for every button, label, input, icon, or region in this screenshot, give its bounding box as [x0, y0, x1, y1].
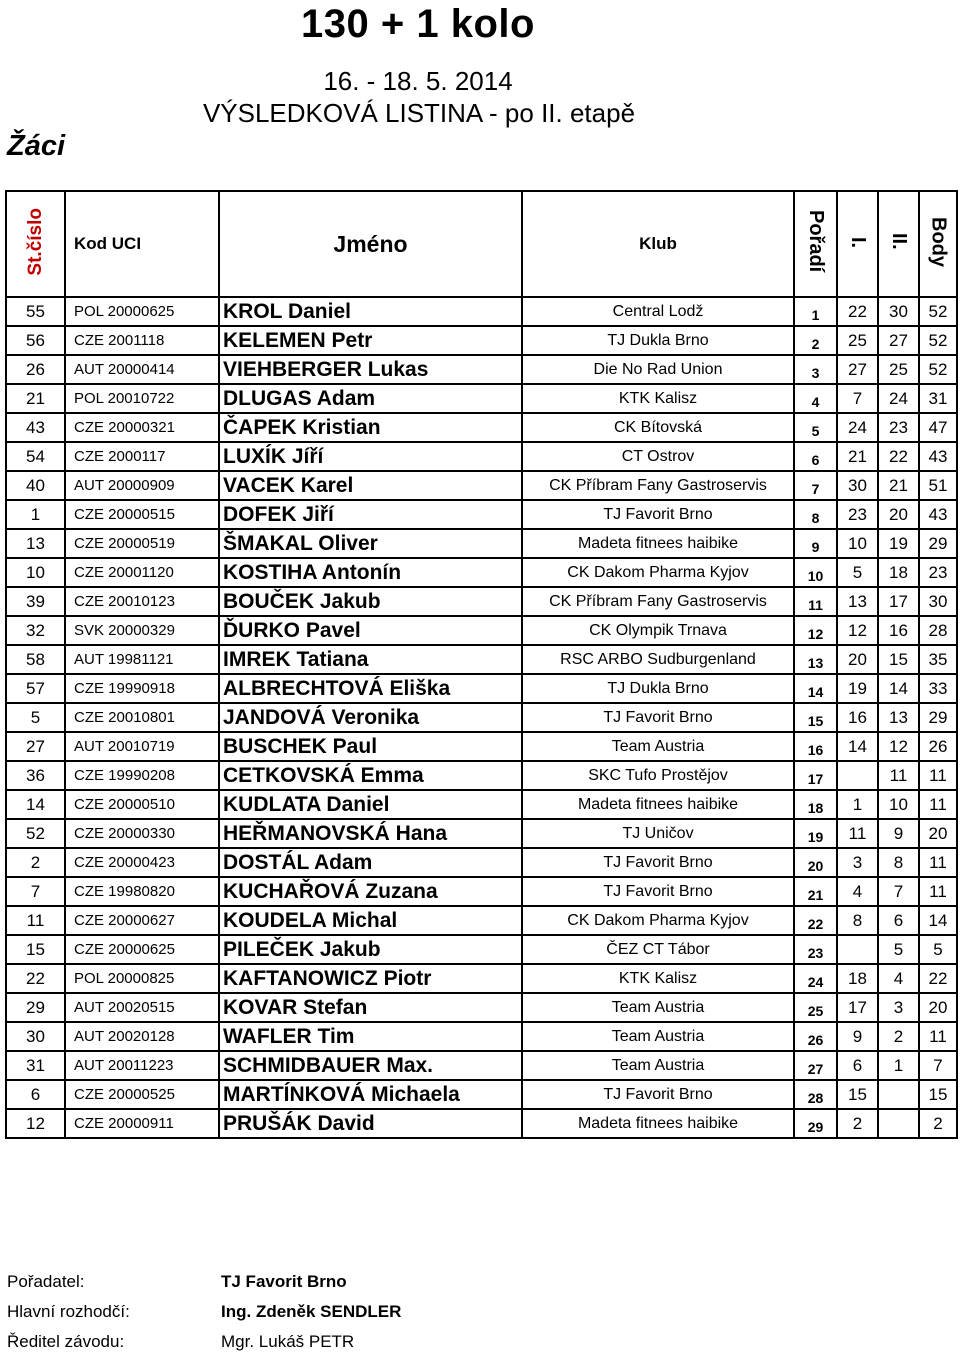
column-header-number-text: St.číslo: [24, 207, 46, 276]
rider-number: 40: [6, 471, 65, 500]
stage1-points: [837, 935, 878, 964]
stage1-points: 12: [837, 616, 878, 645]
rider-number: 29: [6, 993, 65, 1022]
total-points: 14: [919, 906, 957, 935]
rider-number: 12: [6, 1109, 65, 1138]
stage1-points: [837, 761, 878, 790]
rider-club: Central Lodž: [522, 297, 794, 326]
rider-club: KTK Kalisz: [522, 384, 794, 413]
total-points: 11: [919, 848, 957, 877]
rider-rank: 11: [794, 587, 837, 616]
event-date: [0, 66, 960, 97]
table-row: [6, 935, 957, 964]
rider-rank: 25: [794, 993, 837, 1022]
results-table: [5, 190, 958, 1139]
rider-name: BUSCHEK Paul: [219, 732, 522, 761]
total-points: 28: [919, 616, 957, 645]
table-row: [6, 326, 957, 355]
stage2-points: 12: [878, 732, 919, 761]
total-points: 51: [919, 471, 957, 500]
stage2-points: 25: [878, 355, 919, 384]
stage2-points: 9: [878, 819, 919, 848]
rider-name: PILEČEK Jakub: [219, 935, 522, 964]
rider-uci: POL 20000625: [65, 297, 219, 326]
rider-number: 30: [6, 1022, 65, 1051]
rider-club: CK Dakom Pharma Kyjov: [522, 906, 794, 935]
rider-club: Madeta fitnees haibike: [522, 529, 794, 558]
rider-uci: AUT 20020515: [65, 993, 219, 1022]
stage2-points: 13: [878, 703, 919, 732]
table-row: [6, 906, 957, 935]
stage2-points: 5: [878, 935, 919, 964]
rider-name: PRUŠÁK David: [219, 1109, 522, 1138]
table-row: [6, 703, 957, 732]
rider-club: CK Dakom Pharma Kyjov: [522, 558, 794, 587]
rider-name: KAFTANOWICZ Piotr: [219, 964, 522, 993]
rider-number: 57: [6, 674, 65, 703]
table-row: [6, 761, 957, 790]
stage1-points: 23: [837, 500, 878, 529]
column-header-number: [6, 191, 65, 297]
stage1-points: 17: [837, 993, 878, 1022]
director-row: [7, 1332, 401, 1362]
stage2-points: 6: [878, 906, 919, 935]
stage2-points: 30: [878, 297, 919, 326]
rider-uci: CZE 20010123: [65, 587, 219, 616]
rider-uci: CZE 20000625: [65, 935, 219, 964]
stage1-points: 2: [837, 1109, 878, 1138]
rider-name: KUCHAŘOVÁ Zuzana: [219, 877, 522, 906]
rider-uci: CZE 20000423: [65, 848, 219, 877]
total-points: 35: [919, 645, 957, 674]
stage1-points: 27: [837, 355, 878, 384]
rider-club: TJ Favorit Brno: [522, 848, 794, 877]
stage2-points: 1: [878, 1051, 919, 1080]
table-row: [6, 848, 957, 877]
column-header-points-text: Body: [927, 216, 950, 267]
rider-rank: 14: [794, 674, 837, 703]
column-header-points: [919, 191, 957, 297]
rider-club: Team Austria: [522, 732, 794, 761]
table-row: [6, 993, 957, 1022]
table-row: [6, 442, 957, 471]
table-row: [6, 413, 957, 442]
rider-rank: 9: [794, 529, 837, 558]
stage1-points: 13: [837, 587, 878, 616]
stage2-points: 22: [878, 442, 919, 471]
rider-number: 22: [6, 964, 65, 993]
rider-name: KELEMEN Petr: [219, 326, 522, 355]
total-points: 11: [919, 1022, 957, 1051]
table-row: [6, 819, 957, 848]
stage2-points: 24: [878, 384, 919, 413]
stage1-points: 15: [837, 1080, 878, 1109]
rider-name: ĎURKO Pavel: [219, 616, 522, 645]
table-header: [6, 191, 957, 297]
table-row: [6, 355, 957, 384]
stage1-points: 18: [837, 964, 878, 993]
stage2-points: 8: [878, 848, 919, 877]
stage1-points: 22: [837, 297, 878, 326]
table-row: [6, 616, 957, 645]
rider-rank: 13: [794, 645, 837, 674]
table-row: [6, 1022, 957, 1051]
rider-rank: 3: [794, 355, 837, 384]
rider-uci: CZE 20000525: [65, 1080, 219, 1109]
total-points: 52: [919, 326, 957, 355]
rider-club: RSC ARBO Sudburgenland: [522, 645, 794, 674]
rider-uci: CZE 19980820: [65, 877, 219, 906]
total-points: 26: [919, 732, 957, 761]
rider-number: 1: [6, 500, 65, 529]
rider-number: 7: [6, 877, 65, 906]
stage1-points: 5: [837, 558, 878, 587]
stage1-points: 21: [837, 442, 878, 471]
rider-rank: 4: [794, 384, 837, 413]
rider-rank: 7: [794, 471, 837, 500]
table-row: [6, 877, 957, 906]
rider-club: CK Příbram Fany Gastroservis: [522, 587, 794, 616]
rider-number: 39: [6, 587, 65, 616]
stage2-points: 15: [878, 645, 919, 674]
rider-uci: AUT 20000414: [65, 355, 219, 384]
total-points: 22: [919, 964, 957, 993]
rider-club: TJ Favorit Brno: [522, 500, 794, 529]
table-row: [6, 500, 957, 529]
stage1-points: 7: [837, 384, 878, 413]
rider-club: TJ Favorit Brno: [522, 1080, 794, 1109]
rider-club: Madeta fitnees haibike: [522, 790, 794, 819]
rider-club: Team Austria: [522, 1022, 794, 1051]
event-date-text: 16. - 18. 5. 2014: [323, 66, 513, 96]
rider-uci: CZE 19990918: [65, 674, 219, 703]
table-row: [6, 964, 957, 993]
total-points: 2: [919, 1109, 957, 1138]
table-row: [6, 645, 957, 674]
rider-uci: AUT 20000909: [65, 471, 219, 500]
total-points: 29: [919, 529, 957, 558]
rider-rank: 5: [794, 413, 837, 442]
rider-club: Madeta fitnees haibike: [522, 1109, 794, 1138]
rider-name: ALBRECHTOVÁ Eliška: [219, 674, 522, 703]
rider-club: TJ Dukla Brno: [522, 326, 794, 355]
rider-uci: CZE 20001120: [65, 558, 219, 587]
total-points: 20: [919, 993, 957, 1022]
total-points: 5: [919, 935, 957, 964]
rider-name: KOVAR Stefan: [219, 993, 522, 1022]
rider-club: CK Příbram Fany Gastroservis: [522, 471, 794, 500]
rider-name: WAFLER Tim: [219, 1022, 522, 1051]
rider-uci: CZE 20010801: [65, 703, 219, 732]
stage2-points: 20: [878, 500, 919, 529]
rider-number: 43: [6, 413, 65, 442]
stage2-points: 21: [878, 471, 919, 500]
total-points: 7: [919, 1051, 957, 1080]
stage1-points: 19: [837, 674, 878, 703]
rider-rank: 17: [794, 761, 837, 790]
rider-number: 21: [6, 384, 65, 413]
rider-name: VACEK Karel: [219, 471, 522, 500]
stage1-points: 4: [837, 877, 878, 906]
rider-uci: POL 20010722: [65, 384, 219, 413]
rider-name: ŠMAKAL Oliver: [219, 529, 522, 558]
rider-rank: 20: [794, 848, 837, 877]
rider-number: 52: [6, 819, 65, 848]
stage1-points: 9: [837, 1022, 878, 1051]
rider-number: 13: [6, 529, 65, 558]
stage1-points: 3: [837, 848, 878, 877]
total-points: 11: [919, 761, 957, 790]
total-points: 11: [919, 877, 957, 906]
rider-number: 14: [6, 790, 65, 819]
stage1-points: 11: [837, 819, 878, 848]
rider-name: KUDLATA Daniel: [219, 790, 522, 819]
rider-uci: SVK 20000329: [65, 616, 219, 645]
rider-rank: 12: [794, 616, 837, 645]
rider-number: 32: [6, 616, 65, 645]
column-header-stage1-text: I.: [847, 236, 869, 248]
rider-uci: CZE 2000117: [65, 442, 219, 471]
table-row: [6, 587, 957, 616]
stage2-points: 3: [878, 993, 919, 1022]
column-header-stage1: [837, 191, 878, 297]
table-row: [6, 529, 957, 558]
rider-number: 15: [6, 935, 65, 964]
rider-rank: 8: [794, 500, 837, 529]
rider-number: 56: [6, 326, 65, 355]
rider-rank: 15: [794, 703, 837, 732]
rider-name: MARTÍNKOVÁ Michaela: [219, 1080, 522, 1109]
total-points: 52: [919, 297, 957, 326]
column-header-uci: Kod UCI: [65, 191, 219, 297]
organizer-value: TJ Favorit Brno: [221, 1272, 347, 1291]
rider-number: 6: [6, 1080, 65, 1109]
rider-name: KOUDELA Michal: [219, 906, 522, 935]
rider-number: 11: [6, 906, 65, 935]
stage2-points: [878, 1080, 919, 1109]
rider-name: DLUGAS Adam: [219, 384, 522, 413]
rider-club: ČEZ CT Tábor: [522, 935, 794, 964]
rider-rank: 18: [794, 790, 837, 819]
total-points: 23: [919, 558, 957, 587]
rider-name: DOFEK Jiří: [219, 500, 522, 529]
rider-name: IMREK Tatiana: [219, 645, 522, 674]
rider-name: KOSTIHA Antonín: [219, 558, 522, 587]
rider-club: TJ Uničov: [522, 819, 794, 848]
rider-uci: CZE 20000321: [65, 413, 219, 442]
total-points: 43: [919, 500, 957, 529]
stage2-points: 17: [878, 587, 919, 616]
rider-club: TJ Favorit Brno: [522, 703, 794, 732]
stage1-points: 14: [837, 732, 878, 761]
rider-rank: 2: [794, 326, 837, 355]
stage2-points: 7: [878, 877, 919, 906]
table-row: [6, 384, 957, 413]
judge-label: Hlavní rozhodčí:: [7, 1302, 130, 1321]
stage2-points: 16: [878, 616, 919, 645]
total-points: 11: [919, 790, 957, 819]
page-title-text: 130 + 1 kolo: [301, 2, 535, 46]
rider-name: SCHMIDBAUER Max.: [219, 1051, 522, 1080]
rider-club: CK Bítovská: [522, 413, 794, 442]
rider-uci: CZE 19990208: [65, 761, 219, 790]
rider-club: SKC Tufo Prostějov: [522, 761, 794, 790]
rider-uci: POL 20000825: [65, 964, 219, 993]
rider-rank: 21: [794, 877, 837, 906]
total-points: 15: [919, 1080, 957, 1109]
rider-number: 54: [6, 442, 65, 471]
footer: [7, 1272, 401, 1362]
rider-uci: CZE 2001118: [65, 326, 219, 355]
page-title: [0, 2, 960, 47]
results-subtitle-text: VÝSLEDKOVÁ LISTINA - po II. etapě: [202, 98, 636, 128]
stage2-points: 2: [878, 1022, 919, 1051]
stage2-points: 18: [878, 558, 919, 587]
column-header-stage2: [878, 191, 919, 297]
rider-rank: 19: [794, 819, 837, 848]
rider-uci: AUT 20011223: [65, 1051, 219, 1080]
rider-uci: CZE 20000911: [65, 1109, 219, 1138]
table-row: [6, 790, 957, 819]
rider-rank: 24: [794, 964, 837, 993]
rider-name: BOUČEK Jakub: [219, 587, 522, 616]
rider-club: CT Ostrov: [522, 442, 794, 471]
stage1-points: 24: [837, 413, 878, 442]
rider-number: 31: [6, 1051, 65, 1080]
stage2-points: 23: [878, 413, 919, 442]
stage1-points: 6: [837, 1051, 878, 1080]
table-row: [6, 558, 957, 587]
organizer-label: Pořadatel:: [7, 1272, 85, 1291]
stage1-points: 1: [837, 790, 878, 819]
rider-club: Die No Rad Union: [522, 355, 794, 384]
rider-number: 5: [6, 703, 65, 732]
table-row: [6, 1080, 957, 1109]
rider-name: VIEHBERGER Lukas: [219, 355, 522, 384]
total-points: 31: [919, 384, 957, 413]
stage1-points: 20: [837, 645, 878, 674]
stage1-points: 8: [837, 906, 878, 935]
table-row: [6, 1109, 957, 1138]
stage1-points: 25: [837, 326, 878, 355]
table-row: [6, 1051, 957, 1080]
rider-uci: AUT 20010719: [65, 732, 219, 761]
total-points: 52: [919, 355, 957, 384]
rider-name: KROL Daniel: [219, 297, 522, 326]
rider-name: JANDOVÁ Veronika: [219, 703, 522, 732]
judge-value: Ing. Zdeněk SENDLER: [221, 1302, 402, 1321]
total-points: 43: [919, 442, 957, 471]
rider-name: LUXÍK Jíří: [219, 442, 522, 471]
stage2-points: 14: [878, 674, 919, 703]
results-subtitle: [0, 98, 960, 129]
rider-uci: CZE 20000519: [65, 529, 219, 558]
rider-number: 55: [6, 297, 65, 326]
column-header-rank-text: Pořadí: [805, 210, 827, 273]
rider-club: KTK Kalisz: [522, 964, 794, 993]
rider-name: ČAPEK Kristian: [219, 413, 522, 442]
director-value: Mgr. Lukáš PETR: [221, 1332, 355, 1351]
stage1-points: 16: [837, 703, 878, 732]
director-label: Ředitel závodu:: [7, 1332, 125, 1351]
rider-uci: CZE 20000627: [65, 906, 219, 935]
rider-name: CETKOVSKÁ Emma: [219, 761, 522, 790]
stage1-points: 10: [837, 529, 878, 558]
rider-rank: 16: [794, 732, 837, 761]
stage2-points: 10: [878, 790, 919, 819]
rider-rank: 23: [794, 935, 837, 964]
rider-rank: 1: [794, 297, 837, 326]
table-body: [6, 297, 957, 1138]
total-points: 29: [919, 703, 957, 732]
stage2-points: 27: [878, 326, 919, 355]
rider-name: DOSTÁL Adam: [219, 848, 522, 877]
rider-uci: AUT 20020128: [65, 1022, 219, 1051]
total-points: 20: [919, 819, 957, 848]
rider-club: CK Olympik Trnava: [522, 616, 794, 645]
column-header-stage2-text: II.: [888, 233, 910, 250]
total-points: 30: [919, 587, 957, 616]
judge-row: [7, 1302, 401, 1332]
rider-number: 10: [6, 558, 65, 587]
rider-number: 58: [6, 645, 65, 674]
stage2-points: 11: [878, 761, 919, 790]
rider-rank: 22: [794, 906, 837, 935]
table-row: [6, 297, 957, 326]
rider-uci: AUT 19981121: [65, 645, 219, 674]
column-header-name: Jméno: [219, 191, 522, 297]
rider-name: HEŘMANOVSKÁ Hana: [219, 819, 522, 848]
stage2-points: [878, 1109, 919, 1138]
table-row: [6, 732, 957, 761]
organizer-row: [7, 1272, 401, 1302]
rider-club: TJ Favorit Brno: [522, 877, 794, 906]
header-row: [6, 191, 957, 297]
rider-uci: CZE 20000510: [65, 790, 219, 819]
column-header-club: Klub: [522, 191, 794, 297]
table-row: [6, 471, 957, 500]
rider-uci: CZE 20000330: [65, 819, 219, 848]
stage1-points: 30: [837, 471, 878, 500]
category-label: Žáci: [7, 130, 66, 162]
stage2-points: 19: [878, 529, 919, 558]
rider-number: 26: [6, 355, 65, 384]
column-header-rank: [794, 191, 837, 297]
rider-rank: 10: [794, 558, 837, 587]
rider-number: 27: [6, 732, 65, 761]
total-points: 47: [919, 413, 957, 442]
rider-club: Team Austria: [522, 1051, 794, 1080]
rider-number: 2: [6, 848, 65, 877]
total-points: 33: [919, 674, 957, 703]
rider-club: Team Austria: [522, 993, 794, 1022]
rider-club: TJ Dukla Brno: [522, 674, 794, 703]
stage2-points: 4: [878, 964, 919, 993]
rider-rank: 6: [794, 442, 837, 471]
rider-rank: 28: [794, 1080, 837, 1109]
table-row: [6, 674, 957, 703]
rider-uci: CZE 20000515: [65, 500, 219, 529]
rider-rank: 29: [794, 1109, 837, 1138]
rider-rank: 27: [794, 1051, 837, 1080]
rider-number: 36: [6, 761, 65, 790]
rider-rank: 26: [794, 1022, 837, 1051]
